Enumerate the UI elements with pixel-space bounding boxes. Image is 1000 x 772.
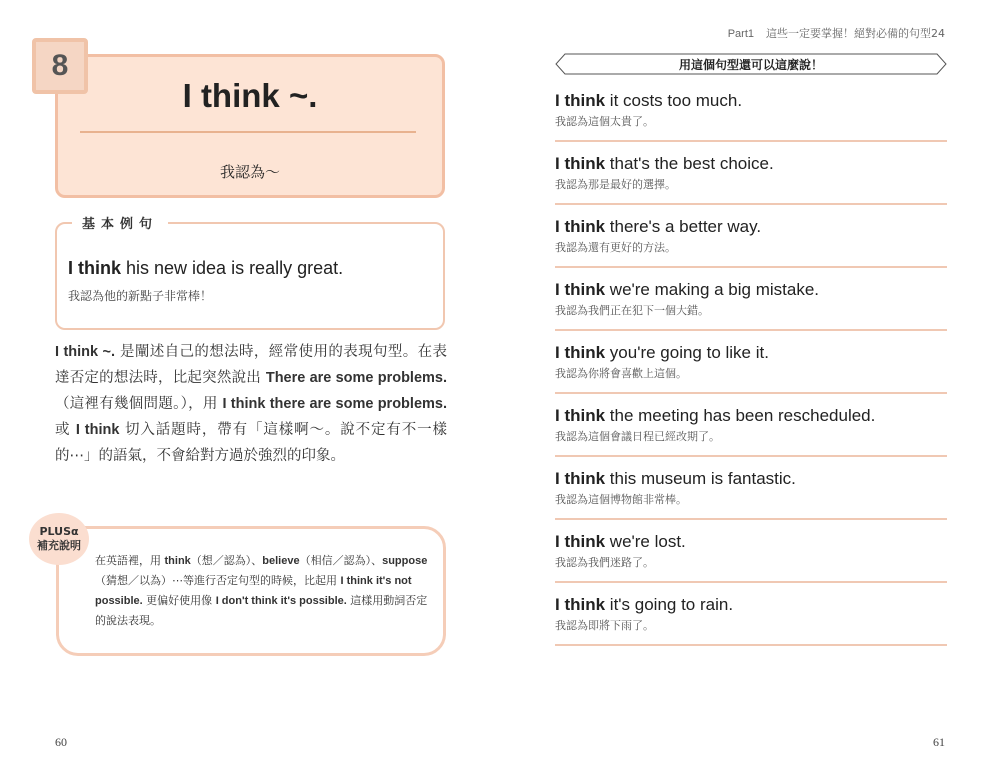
phrase-rest: the meeting has been rescheduled. bbox=[605, 406, 876, 425]
phrase-keyword: I think bbox=[555, 154, 606, 173]
plus-t2: （想／認為）、 bbox=[190, 554, 263, 567]
header-divider bbox=[80, 131, 416, 133]
phrase-item bbox=[555, 394, 947, 457]
phrase-translation: 我認為這個太貴了。 bbox=[555, 115, 654, 128]
phrase-english bbox=[555, 469, 796, 489]
running-header-part: Part1 bbox=[727, 28, 754, 40]
example-translation: 我認為他的新點子非常棒！ bbox=[68, 289, 213, 303]
example-rest: his new idea is really great. bbox=[121, 258, 344, 278]
body-zh-2: （這裡有幾個問題。），用 bbox=[55, 396, 223, 412]
phrase-keyword: I think bbox=[555, 406, 606, 425]
phrase-keyword: I think bbox=[555, 469, 606, 488]
body-zh-3: 或 bbox=[55, 422, 76, 438]
plus-t1: 在英語裡，用 bbox=[95, 554, 165, 567]
phrase-rest: it's going to rain. bbox=[605, 595, 734, 614]
phrase-english bbox=[555, 154, 774, 174]
phrase-rest: there's a better way. bbox=[605, 217, 762, 236]
phrase-item bbox=[555, 520, 947, 583]
unit-number: 8 bbox=[51, 49, 69, 82]
right-page bbox=[500, 0, 1000, 772]
phrase-item bbox=[555, 142, 947, 205]
phrase-item bbox=[555, 583, 947, 646]
phrase-keyword: I think bbox=[555, 91, 606, 110]
pattern-title: I think ~. bbox=[182, 77, 318, 114]
plus-e2: believe bbox=[262, 555, 300, 567]
phrase-english bbox=[555, 217, 761, 237]
phrase-item bbox=[555, 268, 947, 331]
pattern-header-box bbox=[55, 54, 445, 198]
phrase-rest: it costs too much. bbox=[605, 91, 743, 110]
phrase-english bbox=[555, 280, 819, 300]
running-header bbox=[728, 25, 945, 41]
phrase-translation: 我認為我們迷路了。 bbox=[555, 556, 654, 569]
plus-t5: 更偏好使用像 bbox=[142, 594, 216, 607]
phrase-item bbox=[555, 79, 947, 142]
phrase-item bbox=[555, 457, 947, 520]
plus-t3: （相信／認為）、 bbox=[299, 554, 383, 567]
page-number-right: 61 bbox=[933, 735, 945, 749]
phrase-english bbox=[555, 91, 742, 111]
example-keyword: I think bbox=[68, 258, 121, 278]
body-en-4: I think bbox=[75, 422, 120, 438]
phrase-keyword: I think bbox=[555, 595, 606, 614]
phrase-english bbox=[555, 406, 875, 426]
phrase-item bbox=[555, 331, 947, 394]
phrase-list bbox=[555, 79, 947, 646]
phrase-english bbox=[555, 532, 686, 552]
body-zh-1: 是闡述自己的想法時，經常使用的表現句型。在表達否定的想法時，比起突然說出 bbox=[55, 344, 447, 386]
phrase-keyword: I think bbox=[555, 280, 606, 299]
phrase-keyword: I think bbox=[555, 343, 606, 362]
phrase-keyword: I think bbox=[555, 217, 606, 236]
explanation-paragraph bbox=[55, 339, 447, 469]
plus-e4: I think it's not possible. bbox=[95, 575, 412, 607]
phrase-translation: 我認為你將會喜歡上這個。 bbox=[555, 367, 687, 380]
page-number-left: 60 bbox=[55, 735, 67, 749]
phrase-translation: 我認為這個會議日程已經改期了。 bbox=[555, 430, 720, 443]
plus-t4: （猜想／以為）⋯等進行否定句型的時候，比起用 bbox=[95, 574, 341, 587]
plus-e1: think bbox=[164, 555, 191, 567]
example-sentence bbox=[68, 258, 343, 279]
plus-t6: 這樣用動詞否定的說法表現。 bbox=[95, 594, 428, 627]
phrase-rest: that's the best choice. bbox=[605, 154, 774, 173]
alternatives-banner bbox=[555, 53, 947, 75]
pattern-subtitle: 我認為～ bbox=[219, 163, 280, 181]
phrase-rest: you're going to like it. bbox=[605, 343, 769, 362]
body-zh-4: 切入話題時，帶有「這樣啊～。說不定有不一樣的⋯」的語氣，不會給對方過於強烈的印象。 bbox=[55, 422, 448, 464]
phrase-translation: 我認為那是最好的選擇。 bbox=[555, 178, 676, 191]
phrase-translation: 我認為還有更好的方法。 bbox=[555, 241, 676, 254]
plus-alpha-badge bbox=[29, 513, 89, 565]
phrase-english bbox=[555, 343, 769, 363]
body-en-1: I think ~. bbox=[55, 344, 115, 360]
basic-example-label: 基本例句 bbox=[72, 213, 168, 232]
phrase-english bbox=[555, 595, 733, 615]
plus-note-text bbox=[95, 551, 435, 630]
phrase-rest: this museum is fantastic. bbox=[605, 469, 796, 488]
phrase-item bbox=[555, 205, 947, 268]
phrase-keyword: I think bbox=[555, 532, 606, 551]
banner-text: 用這個句型還可以這麼說！ bbox=[678, 58, 823, 72]
phrase-translation: 我認為這個博物館非常棒。 bbox=[555, 493, 687, 506]
unit-number-tab bbox=[32, 38, 88, 94]
body-en-3: I think there are some problems. bbox=[222, 396, 447, 412]
plus-e5: I don't think it's possible. bbox=[215, 595, 347, 607]
plus-badge-title: PLUSα bbox=[39, 525, 79, 538]
body-en-2: There are some problems. bbox=[265, 370, 448, 386]
phrase-translation: 我認為即將下雨了。 bbox=[555, 619, 654, 632]
plus-e3: suppose bbox=[382, 555, 428, 567]
phrase-rest: we're lost. bbox=[605, 532, 686, 551]
running-header-title: 這些一定要掌握！絕對必備的句型24 bbox=[766, 27, 945, 40]
plus-badge-subtitle: 補充說明 bbox=[37, 539, 81, 552]
phrase-rest: we're making a big mistake. bbox=[605, 280, 820, 299]
phrase-translation: 我認為我們正在犯下一個大錯。 bbox=[555, 304, 709, 317]
